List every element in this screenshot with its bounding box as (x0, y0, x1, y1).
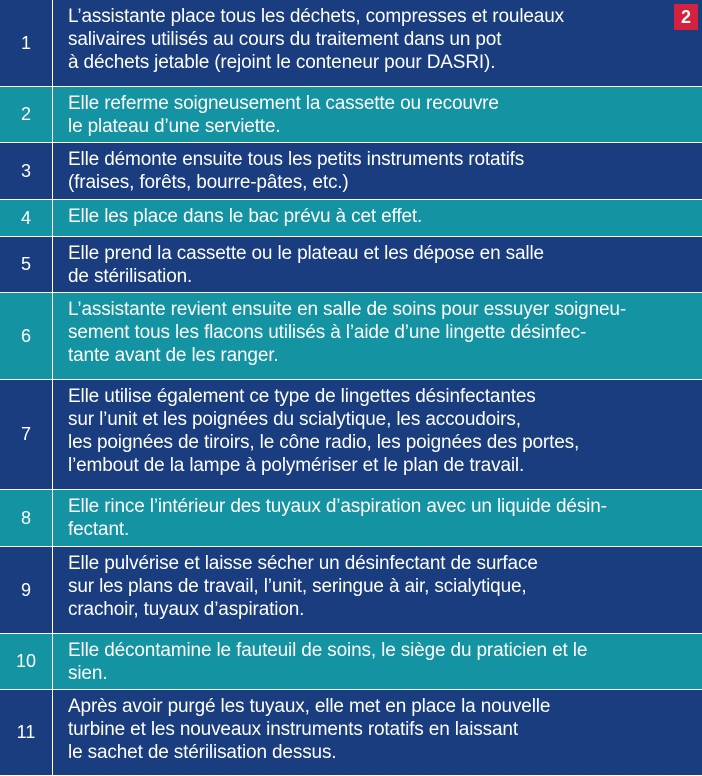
table-row (0, 87, 702, 142)
table-row (0, 634, 702, 689)
table-row (0, 143, 702, 199)
page-number-badge: 2 (674, 4, 698, 30)
step-number: 8 (0, 490, 52, 546)
step-text: Elle utilise également ce type de lingettes désinfectantes sur l’unit et les poignées du scialytique, les accoudoirs, les poignées de tiroirs, le cône radio, les poignées des portes, l’embout de la lampe à polymériser et le plan de travail. (53, 380, 702, 489)
table-row (0, 380, 702, 489)
step-number: 6 (0, 293, 52, 379)
step-number: 4 (0, 200, 52, 236)
step-text: Elle prend la cassette ou le plateau et les dépose en salle de stérilisation. (53, 237, 702, 292)
table-row (0, 547, 702, 633)
table-row (0, 237, 702, 292)
step-number: 7 (0, 380, 52, 489)
step-text: Elle décontamine le fauteuil de soins, le siège du praticien et le sien. (53, 634, 702, 689)
table-row (0, 0, 702, 86)
step-number: 11 (0, 690, 52, 775)
step-number: 3 (0, 143, 52, 199)
step-text: Elle pulvérise et laisse sécher un désinfectant de surface sur les plans de travail, l’unit, seringue à air, scialytique, crachoir, tuyaux d’aspiration. (53, 547, 702, 633)
step-number: 9 (0, 547, 52, 633)
step-text: Elle les place dans le bac prévu à cet effet. (53, 200, 702, 236)
table-row (0, 200, 702, 236)
step-number: 10 (0, 634, 52, 689)
step-text: Elle referme soigneusement la cassette ou recouvre le plateau d’une serviette. (53, 87, 702, 142)
step-number: 2 (0, 87, 52, 142)
step-text: L’assistante revient ensuite en salle de soins pour essuyer soigneu- sement tous les flacons utilisés à l’aide d’une lingette désinfec- tante avant de les ranger. (53, 293, 702, 379)
step-number: 1 (0, 0, 52, 86)
table-row (0, 293, 702, 379)
step-text: Après avoir purgé les tuyaux, elle met en place la nouvelle turbine et les nouveaux instruments rotatifs en laissant le sachet de stérilisation dessus. (53, 690, 702, 775)
table-row (0, 690, 702, 775)
step-number: 5 (0, 237, 52, 292)
step-text: L’assistante place tous les déchets, compresses et rouleaux salivaires utilisés au cours du traitement dans un pot à déchets jetable (rejoint le conteneur pour DASRI). (53, 0, 702, 86)
table-row (0, 490, 702, 546)
step-text: Elle démonte ensuite tous les petits instruments rotatifs (fraises, forêts, bourre-pâtes, etc.) (53, 143, 702, 199)
step-text: Elle rince l’intérieur des tuyaux d’aspiration avec un liquide désin- fectant. (53, 490, 702, 546)
